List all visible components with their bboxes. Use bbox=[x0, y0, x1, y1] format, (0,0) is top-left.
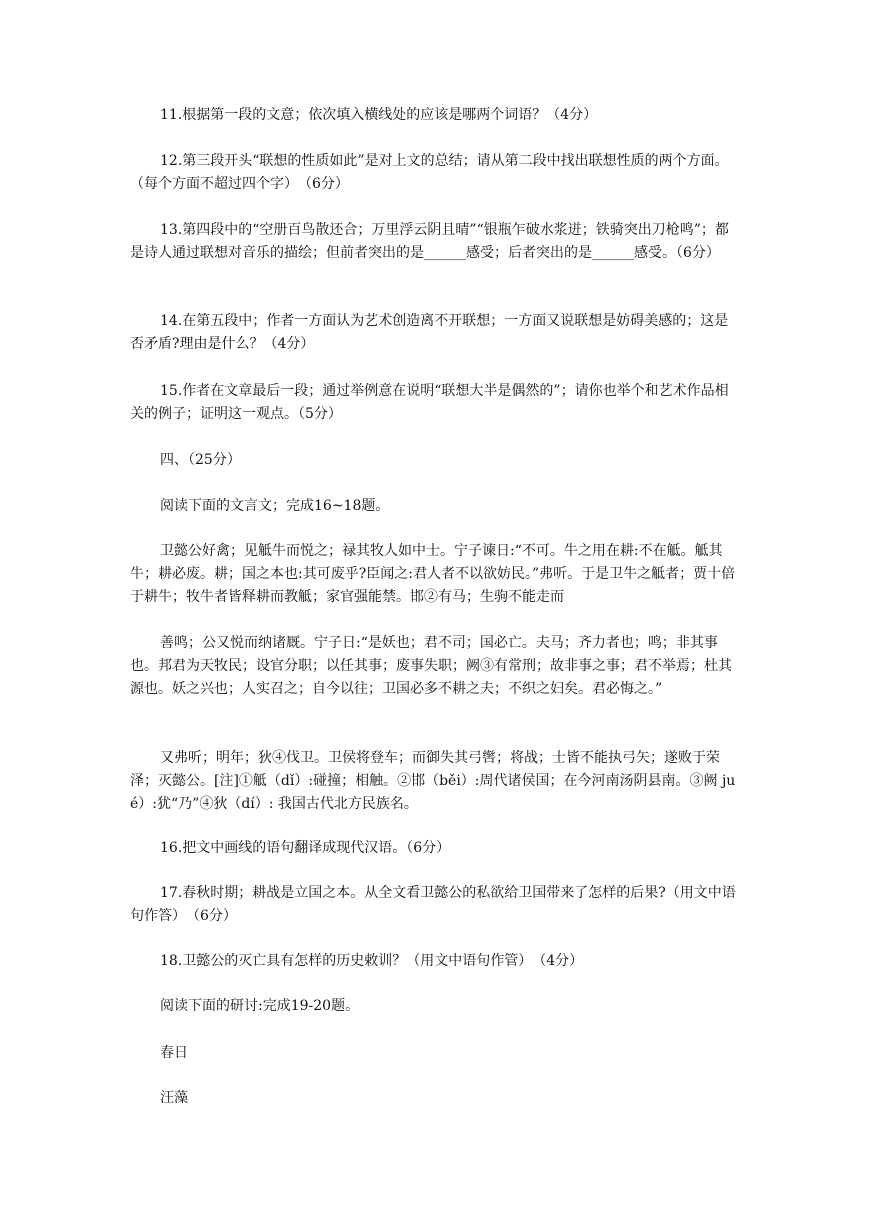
section-heading-4: 四、（25分） bbox=[160, 452, 241, 468]
question-15: 15.作者在文章最后一段；通过举例意在说明“联想大半是偶然的”；请你也举个和艺术作品相关的例子；证明这一观点。（5分） bbox=[130, 383, 729, 422]
question-16: 16.把文中画线的语句翻译成现代汉语。（6分） bbox=[160, 840, 451, 856]
classical-text-paragraph-3: 又弗听；明年；狄④伐卫。卫侯将登车；而御失其弓辔；将战；士皆不能执弓矢；遂败于荣泽；灭懿公。[注]①觝（dǐ）:碰撞；相触。②邯（běi）:周代诸侯国；在今河南汤阴县南。③阙 jué）:犹“乃”④狄（dí）: 我国古代北方民族名。 bbox=[130, 750, 736, 812]
question-13: 13.第四段中的“空册百鸟散还合；万里浮云阴且晴”“银瓶乍破水浆迸；铁骑突出刀枪鸣”；都是诗人通过联想对音乐的描绘；但前者突出的是______感受；后者突出的是______感受。（6分） bbox=[130, 222, 729, 261]
poem-instructions: 阅读下面的研讨:完成19-20题。 bbox=[160, 998, 360, 1014]
classical-text-paragraph-1: 卫懿公好禽；见觝牛而悦之；禄其牧人如中士。宁子谏日:“不可。牛之用在耕:不在觝。觝其牛；耕必废。耕；国之本也:其可废乎?臣闻之:君人者不以欲妨民。”弗听。于是卫牛之觝者；贾十倍于耕牛；牧牛者皆释耕而教觝；家官强能禁。邯②有马；生驹不能走而 bbox=[130, 543, 736, 605]
question-17: 17.春秋时期；耕战是立国之本。从全文看卫懿公的私欲给卫国带来了怎样的后果?（用文中语句作答） （6分） bbox=[130, 885, 736, 924]
classical-text-paragraph-2: 善鸣；公又悦而纳诸厩。宁子日:“是妖也；君不司；国必亡。夫马；齐力者也；鸣；非其事也。邦君为天牧民；设官分职；以任其事；废事失职；阙③有常刑；故非事之事；君不举焉；杜其源也。妖之兴也；人实召之；自今以往；卫国必多不耕之夫；不织之妇矣。君必悔之。” bbox=[130, 635, 732, 697]
question-18: 18.卫懿公的灭亡具有怎样的历史敕训？（用文中语句作管） （4分） bbox=[160, 953, 584, 969]
question-11: 11.根据第一段的文意；依次填入横线处的应该是哪两个词语？（4分） bbox=[160, 107, 598, 123]
question-12: 12.第三段开头“联想的性质如此”是对上文的总结；请从第二段中找出联想性质的两个方面。（每个方面不超过四个字） （6分） bbox=[130, 153, 729, 192]
question-14: 14.在第五段中；作者一方面认为艺术创造离不开联想；一方面又说联想是妨碍美感的；这是否矛盾?理由是什么？（4分） bbox=[130, 313, 729, 352]
poem-author: 汪藻 bbox=[160, 1090, 188, 1106]
poem-title: 春日 bbox=[160, 1045, 188, 1061]
classical-text-instructions: 阅读下面的文言文；完成16~18题。 bbox=[160, 498, 390, 514]
